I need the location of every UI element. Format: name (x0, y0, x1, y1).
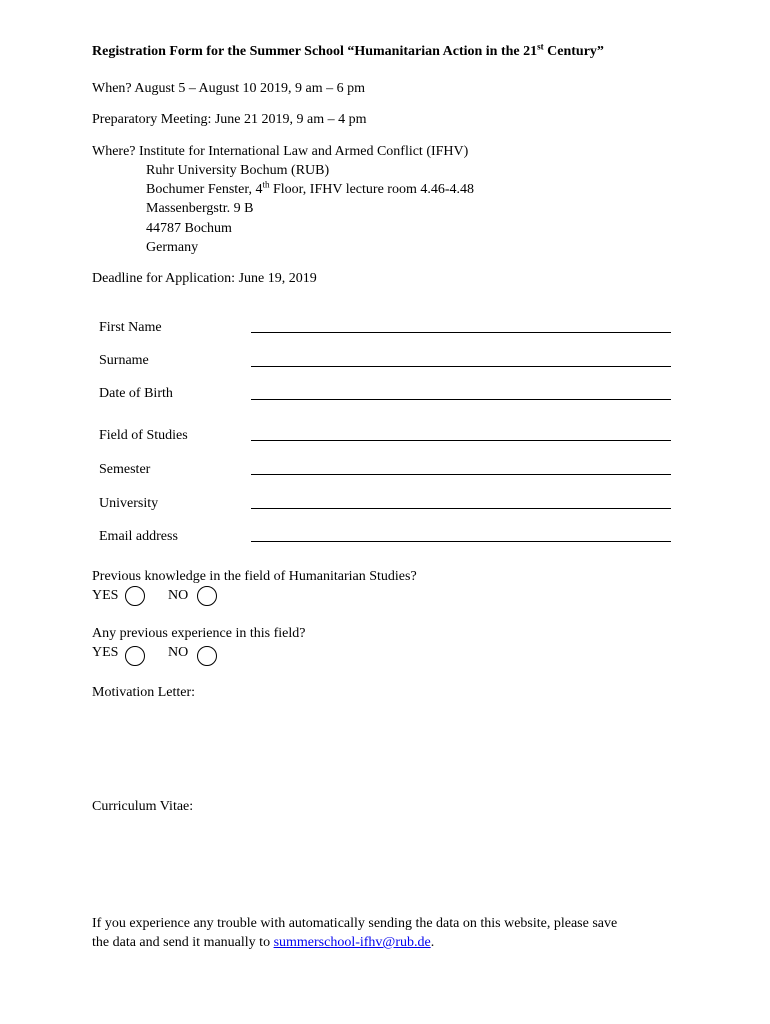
motivation-letter-label: Motivation Letter: (92, 685, 196, 700)
location-line-5: 44787 Bochum (146, 221, 232, 236)
semester-field[interactable] (251, 474, 671, 475)
location-line-2: Ruhr University Bochum (RUB) (146, 163, 330, 178)
email-address-label: Email address (99, 529, 178, 544)
field-of-studies-field[interactable] (251, 440, 671, 441)
location-line-4: Massenbergstr. 9 B (146, 201, 254, 216)
date-of-birth-field[interactable] (251, 399, 671, 400)
semester-label: Semester (99, 462, 151, 477)
experience-yes-label: YES (92, 645, 119, 660)
experience-question: Any previous experience in this field? (92, 626, 306, 641)
event-dates: When? August 5 – August 10 2019, 9 am – 6 pm (92, 81, 365, 96)
page-title: Registration Form for the Summer School “Humanitarian Action in the 21st Century” (92, 41, 604, 59)
university-label: University (99, 496, 159, 511)
experience-no-label: NO (168, 645, 189, 660)
knowledge-question: Previous knowledge in the field of Humanitarian Studies? (92, 569, 417, 584)
knowledge-no-radio[interactable] (197, 586, 217, 606)
field-of-studies-label: Field of Studies (99, 428, 188, 443)
curriculum-vitae-label: Curriculum Vitae: (92, 799, 194, 814)
knowledge-no-label: NO (168, 588, 189, 603)
university-field[interactable] (251, 508, 671, 509)
surname-label: Surname (99, 353, 149, 368)
application-deadline: Deadline for Application: June 19, 2019 (92, 271, 317, 286)
date-of-birth-label: Date of Birth (99, 386, 173, 401)
email-address-field[interactable] (251, 541, 671, 542)
location-line-6: Germany (146, 240, 199, 255)
preparatory-meeting: Preparatory Meeting: June 21 2019, 9 am – 4 pm (92, 112, 367, 127)
experience-no-radio[interactable] (197, 646, 217, 666)
knowledge-yes-label: YES (92, 588, 119, 603)
first-name-label: First Name (99, 320, 162, 335)
location-line-1: Where? Institute for International Law and Armed Conflict (IFHV) (92, 144, 469, 159)
knowledge-yes-radio[interactable] (125, 586, 145, 606)
surname-field[interactable] (251, 366, 671, 367)
location-line-3: Bochumer Fenster, 4th Floor, IFHV lecture room 4.46-4.48 (146, 179, 474, 197)
footer-note-line-2: the data and send it manually to summerschool-ifhv@rub.de. (92, 935, 435, 950)
experience-yes-radio[interactable] (125, 646, 145, 666)
footer-note-line-1: If you experience any trouble with automatically sending the data on this website, please save (92, 916, 618, 931)
contact-email-link[interactable]: summerschool-ifhv@rub.de (273, 935, 431, 950)
first-name-field[interactable] (251, 332, 671, 333)
